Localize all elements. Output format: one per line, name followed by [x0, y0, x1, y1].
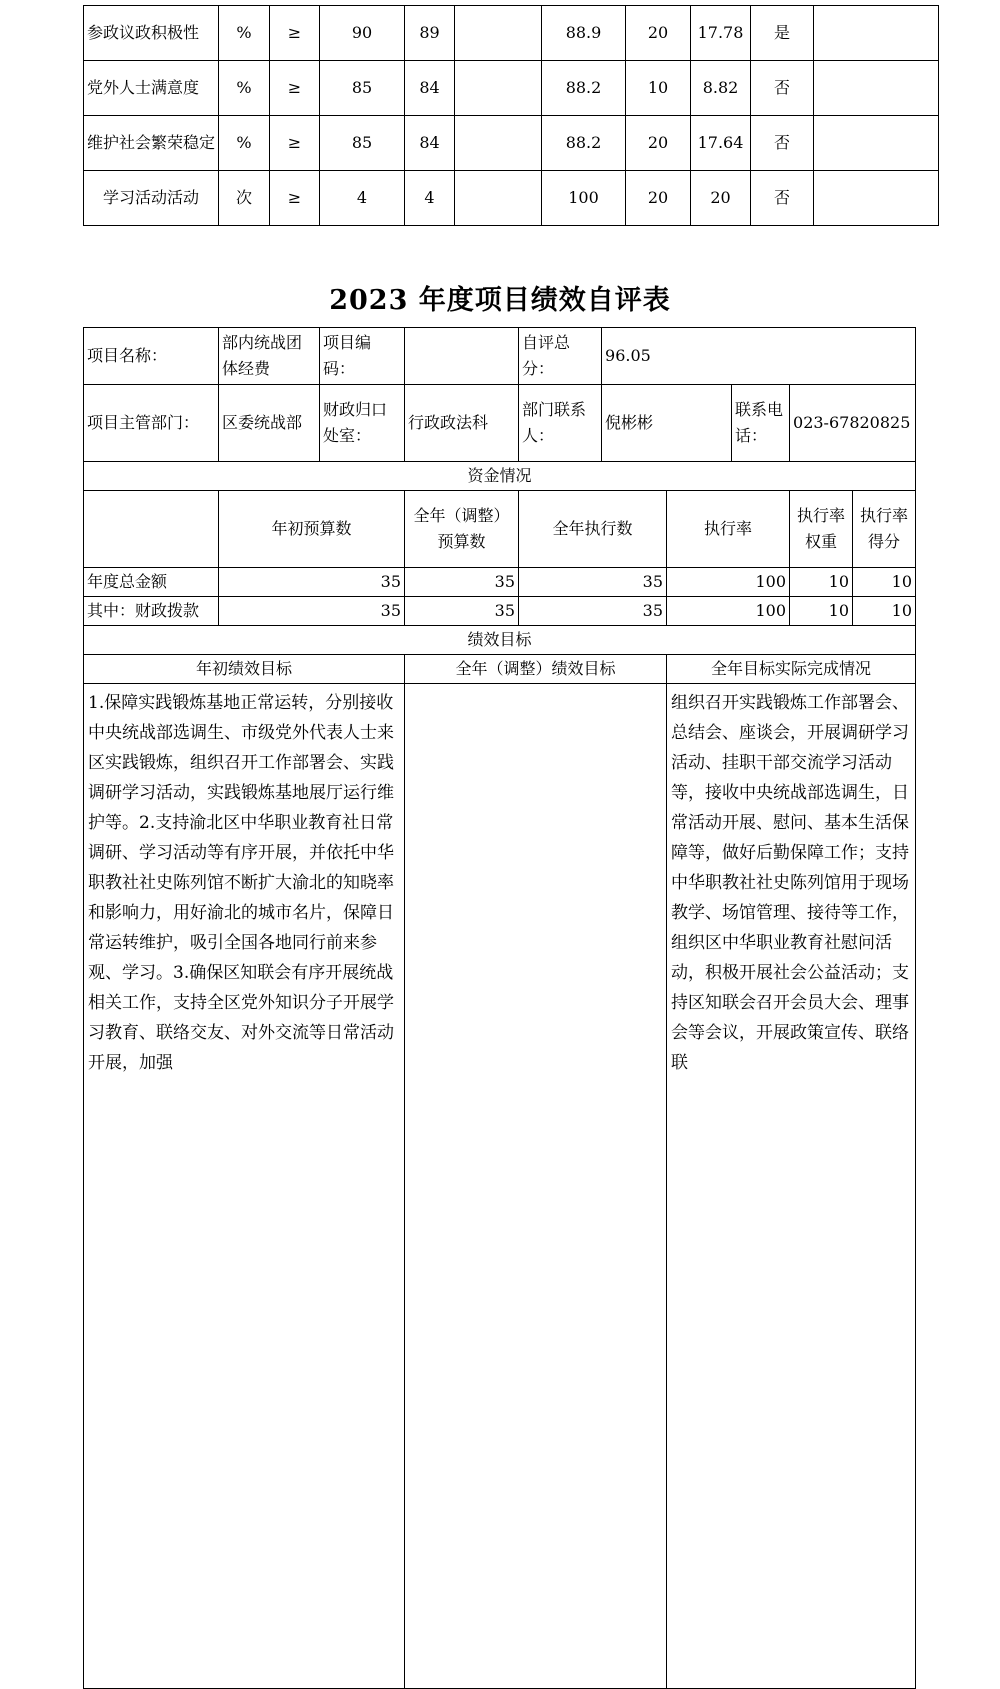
- indicator-score: 8.82: [691, 61, 751, 116]
- indicator-name: 维护社会繁荣稳定: [84, 116, 219, 171]
- funds-header-blank: [84, 491, 219, 568]
- header-executed: 全年执行数: [519, 491, 667, 568]
- funds-adjusted: 35: [405, 597, 519, 626]
- indicator-flag: 否: [751, 61, 814, 116]
- indicator-score: 20: [691, 171, 751, 226]
- indicator-actual: 4: [405, 171, 455, 226]
- indicator-note: [814, 116, 939, 171]
- funds-row-label: 年度总金额: [84, 568, 219, 597]
- contact-value: 倪彬彬: [602, 385, 732, 462]
- indicator-score-rate: 88.2: [542, 61, 626, 116]
- goals-section-title: 绩效目标: [84, 626, 916, 655]
- indicator-note: [814, 6, 939, 61]
- finance-label: 财政归口处室：: [320, 385, 405, 462]
- funds-rate-score: 10: [853, 568, 916, 597]
- table-row: [84, 597, 916, 626]
- phone-label: 联系电话：: [732, 385, 790, 462]
- goals-content-row: [84, 684, 916, 1689]
- indicator-operator: ≥: [270, 6, 320, 61]
- indicator-weight: 20: [626, 171, 691, 226]
- header-adjusted-budget: 全年（调整）预算数: [405, 491, 519, 568]
- indicator-unit: %: [219, 116, 270, 171]
- goals-col-adjusted: 全年（调整）绩效目标: [405, 655, 667, 684]
- indicator-score: 17.64: [691, 116, 751, 171]
- goals-actual-text: 组织召开实践锻炼工作部署会、总结会、座谈会，开展调研学习活动、挂职干部交流学习活动等，接收中央统战部选调生，日常活动开展、慰问、基本生活保障等，做好后勤保障工作；支持中华职教社社史陈列馆用于现场教学、场馆管理、接待等工作，组织区中华职业教育社慰问活动，积极开展社会公益活动；支持区知联会召开会员大会、理事会等会议，开展政策宣传、联络联: [667, 684, 916, 1689]
- indicator-flag: 否: [751, 116, 814, 171]
- indicator-target: 85: [320, 61, 405, 116]
- project-code-value: [405, 328, 519, 385]
- indicator-actual: 84: [405, 116, 455, 171]
- table-row: [84, 116, 939, 171]
- project-name-label: 项目名称：: [84, 328, 219, 385]
- indicator-actual: 84: [405, 61, 455, 116]
- funds-rate: 100: [667, 597, 790, 626]
- indicator-target: 85: [320, 116, 405, 171]
- indicator-operator: ≥: [270, 171, 320, 226]
- table-row: [84, 568, 916, 597]
- finance-value: 行政政法科: [405, 385, 519, 462]
- indicator-table: [83, 5, 939, 226]
- funds-executed: 35: [519, 568, 667, 597]
- indicator-score: 17.78: [691, 6, 751, 61]
- goals-col-initial: 年初绩效目标: [84, 655, 405, 684]
- funds-initial: 35: [219, 568, 405, 597]
- indicator-operator: ≥: [270, 61, 320, 116]
- header-rate-score: 执行率得分: [853, 491, 916, 568]
- goals-adjusted-text: [405, 684, 667, 1689]
- project-code-label: 项目编码：: [320, 328, 405, 385]
- self-score-label: 自评总分：: [519, 328, 602, 385]
- goals-header-row: [84, 655, 916, 684]
- section-row: [84, 626, 916, 655]
- funds-initial: 35: [219, 597, 405, 626]
- indicator-blank: [455, 6, 542, 61]
- indicator-note: [814, 171, 939, 226]
- funds-rate-score: 10: [853, 597, 916, 626]
- header-rate: 执行率: [667, 491, 790, 568]
- project-name-value: 部内统战团体经费: [219, 328, 320, 385]
- indicator-blank: [455, 61, 542, 116]
- indicator-score-rate: 100: [542, 171, 626, 226]
- section-row: [84, 462, 916, 491]
- indicator-unit: 次: [219, 171, 270, 226]
- funds-rate-weight: 10: [790, 597, 853, 626]
- goals-col-actual: 全年目标实际完成情况: [667, 655, 916, 684]
- funds-rate-weight: 10: [790, 568, 853, 597]
- indicator-note: [814, 61, 939, 116]
- indicator-flag: 是: [751, 6, 814, 61]
- indicator-flag: 否: [751, 171, 814, 226]
- dept-label: 项目主管部门：: [84, 385, 219, 462]
- evaluation-table: [83, 327, 916, 1689]
- info-row: [84, 328, 916, 385]
- indicator-weight: 20: [626, 116, 691, 171]
- funds-section-title: 资金情况: [84, 462, 916, 491]
- page-title: 2023 年度项目绩效自评表: [329, 285, 671, 316]
- table-row: [84, 171, 939, 226]
- contact-label: 部门联系人：: [519, 385, 602, 462]
- indicator-unit: %: [219, 61, 270, 116]
- funds-header-row: [84, 491, 916, 568]
- indicator-name: 学习活动活动: [84, 171, 219, 226]
- indicator-unit: %: [219, 6, 270, 61]
- indicator-blank: [455, 171, 542, 226]
- dept-value: 区委统战部: [219, 385, 320, 462]
- header-initial-budget: 年初预算数: [219, 491, 405, 568]
- header-rate-weight: 执行率权重: [790, 491, 853, 568]
- goals-initial-text: 1.保障实践锻炼基地正常运转，分别接收中央统战部选调生、市级党外代表人士来区实践锻炼，组织召开工作部署会、实践调研学习活动，实践锻炼基地展厅运行维护等。2.支持渝北区中华职业教育社日常调研、学习活动等有序开展，并依托中华职教社社史陈列馆不断扩大渝北的知晓率和影响力，用好渝北的城市名片，保障日常运转维护，吸引全国各地同行前来参观、学习。3.确保区知联会有序开展统战相关工作，支持全区党外知识分子开展学习教育、联络交友、对外交流等日常活动开展，加强: [84, 684, 405, 1689]
- table-row: [84, 6, 939, 61]
- indicator-operator: ≥: [270, 116, 320, 171]
- info-row: [84, 385, 916, 462]
- indicator-blank: [455, 116, 542, 171]
- indicator-target: 4: [320, 171, 405, 226]
- funds-rate: 100: [667, 568, 790, 597]
- phone-value: 023-67820825: [790, 385, 916, 462]
- funds-adjusted: 35: [405, 568, 519, 597]
- funds-row-label: 其中：财政拨款: [84, 597, 219, 626]
- indicator-actual: 89: [405, 6, 455, 61]
- indicator-target: 90: [320, 6, 405, 61]
- table-row: [84, 61, 939, 116]
- indicator-name: 参政议政积极性: [84, 6, 219, 61]
- indicator-weight: 20: [626, 6, 691, 61]
- indicator-score-rate: 88.2: [542, 116, 626, 171]
- indicator-name: 党外人士满意度: [84, 61, 219, 116]
- funds-executed: 35: [519, 597, 667, 626]
- indicator-score-rate: 88.9: [542, 6, 626, 61]
- self-score-value: 96.05: [602, 328, 916, 385]
- indicator-weight: 10: [626, 61, 691, 116]
